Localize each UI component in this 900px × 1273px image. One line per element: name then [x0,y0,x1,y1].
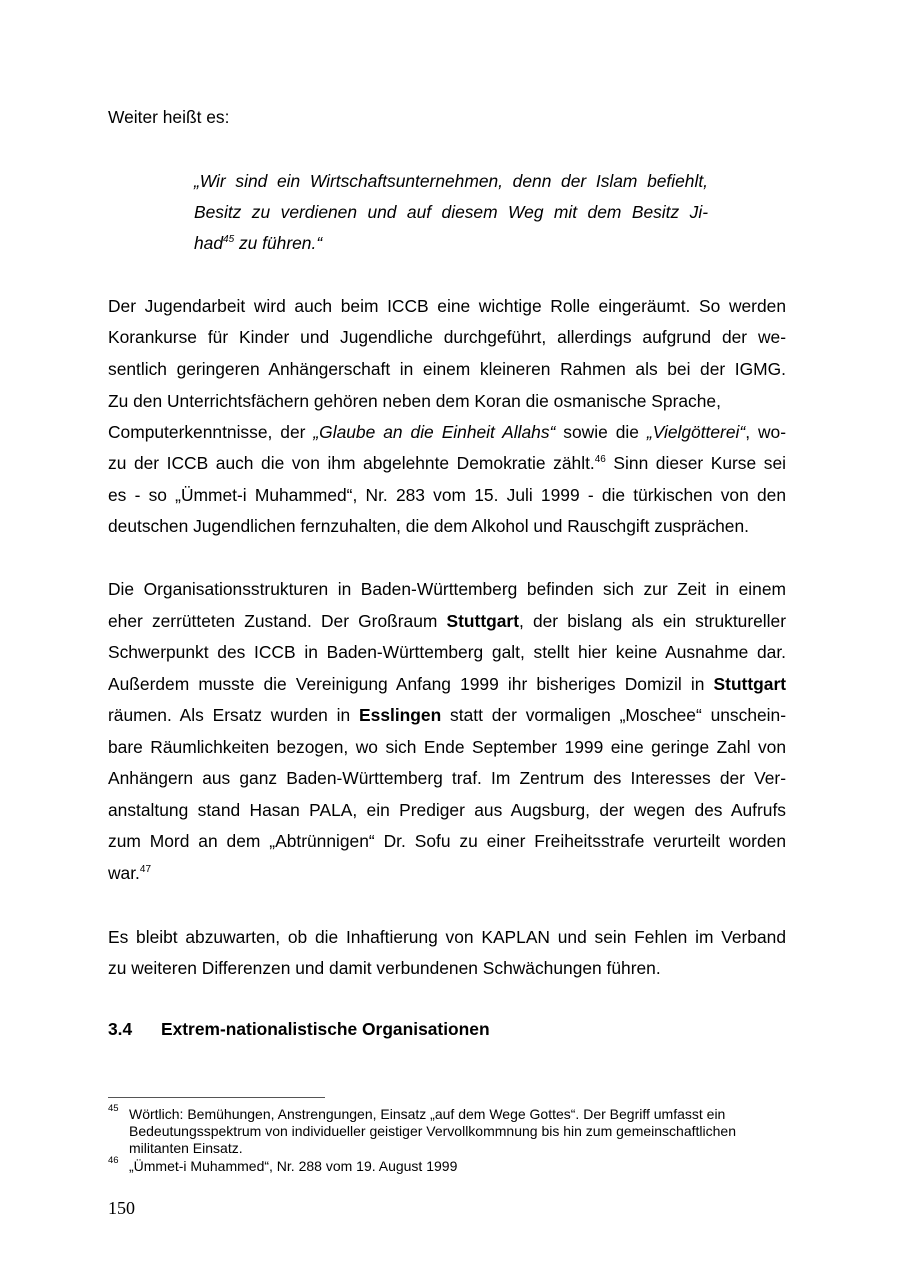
quote-line: Besitz zu verdienen und auf diesem Weg mit dem Besitz Ji- [194,202,708,222]
footnote-ref[interactable]: 46 [594,454,606,465]
paragraph-line: räumen. Als Ersatz wurden in Esslingen statt der vormaligen „Moschee“ unschein- [108,705,786,725]
paragraph-line: zu weiteren Differenzen und damit verbundenen Schwächungen führen. [108,958,661,978]
paragraph-line: Es bleibt abzuwarten, ob die Inhaftierung von KAPLAN und sein Fehlen im Verband [108,927,786,947]
section-heading [108,1019,490,1040]
paragraph-line: Die Organisationsstrukturen in Baden-Württemberg befinden sich zur Zeit in einem [108,579,786,599]
paragraph-line: Anhängern aus ganz Baden-Württemberg traf. Im Zentrum des Interesses der Ver- [108,768,786,788]
page-number: 150 [108,1198,135,1218]
paragraph-line: Computerkenntnisse, der „Glaube an die Einheit Allahs“ sowie die „Vielgötterei“, wo- [108,422,787,442]
paragraph-line: war.$^{47}$ [108,863,152,883]
footnote-line: Wörtlich: Bemühungen, Anstrengungen, Einsatz „auf dem Wege Gottes“. Der Begriff umfasst ein [129,1106,726,1122]
paragraph-line: Zu den Unterrichtsfächern gehören neben dem Koran die osmanische Sprache, [108,391,721,411]
intro-text: Weiter heißt es: [108,107,230,127]
footnote-ref[interactable]: 45 [223,234,235,245]
footnote-line: „Ümmet-i Muhammed“, Nr. 288 vom 19. August 1999 [129,1158,458,1174]
paragraph-line: Der Jugendarbeit wird auch beim ICCB eine wichtige Rolle eingeräumt. So werden [108,296,786,316]
paragraph-line: anstaltung stand Hasan PALA, ein Prediger aus Augsburg, der wegen des Aufrufs [108,800,786,820]
footnote-mark: 46 [108,1155,119,1166]
footnote-ref[interactable]: 47 [139,864,152,875]
quote-line: had$^{45}$ zu führen.“ [194,233,323,253]
paragraph-line: eher zerrütteten Zustand. Der Großraum Stuttgart, der bislang als ein struktureller [108,611,786,631]
section-title: Extrem-nationalistische Organisationen [161,1019,490,1039]
footnote-line: Bedeutungsspektrum von individueller geistiger Vervollkommnung bis hin zum gemeinschaftlichen [129,1123,736,1139]
paragraph-line: deutschen Jugendlichen fernzuhalten, die dem Alkohol und Rauschgift zusprächen. [108,516,749,536]
paragraph-line: sentlich geringeren Anhängerschaft in einem kleineren Rahmen als bei der IGMG. [108,359,786,379]
footnote-mark: 45 [108,1103,119,1114]
paragraph-line: Außerdem musste die Vereinigung Anfang 1999 ihr bisheriges Domizil in Stuttgart [108,674,786,694]
quote-line: „Wir sind ein Wirtschaftsunternehmen, denn der Islam befiehlt, [194,171,708,191]
footnote-line: militanten Einsatz. [129,1140,243,1156]
paragraph-line: Korankurse für Kinder und Jugendliche durchgeführt, allerdings aufgrund der we- [108,327,786,347]
section-number: 3.4 [108,1019,133,1039]
paragraph-line: zu der ICCB auch die von ihm abgelehnte Demokratie zählt.$^{46}$ Sinn dieser Kurse sei [108,453,786,473]
paragraph-line: zum Mord an dem „Abtrünnigen“ Dr. Sofu zu einer Freiheitsstrafe verurteilt worden [108,831,786,851]
paragraph-line: Schwerpunkt des ICCB in Baden-Württemberg galt, stellt hier keine Ausnahme dar. [108,642,786,662]
paragraph-line: bare Räumlichkeiten bezogen, wo sich Ende September 1999 eine geringe Zahl von [108,737,786,757]
footnote-divider [108,1097,325,1098]
paragraph-line: es - so „Ümmet-i Muhammed“, Nr. 283 vom 15. Juli 1999 - die türkischen von den [108,485,786,505]
